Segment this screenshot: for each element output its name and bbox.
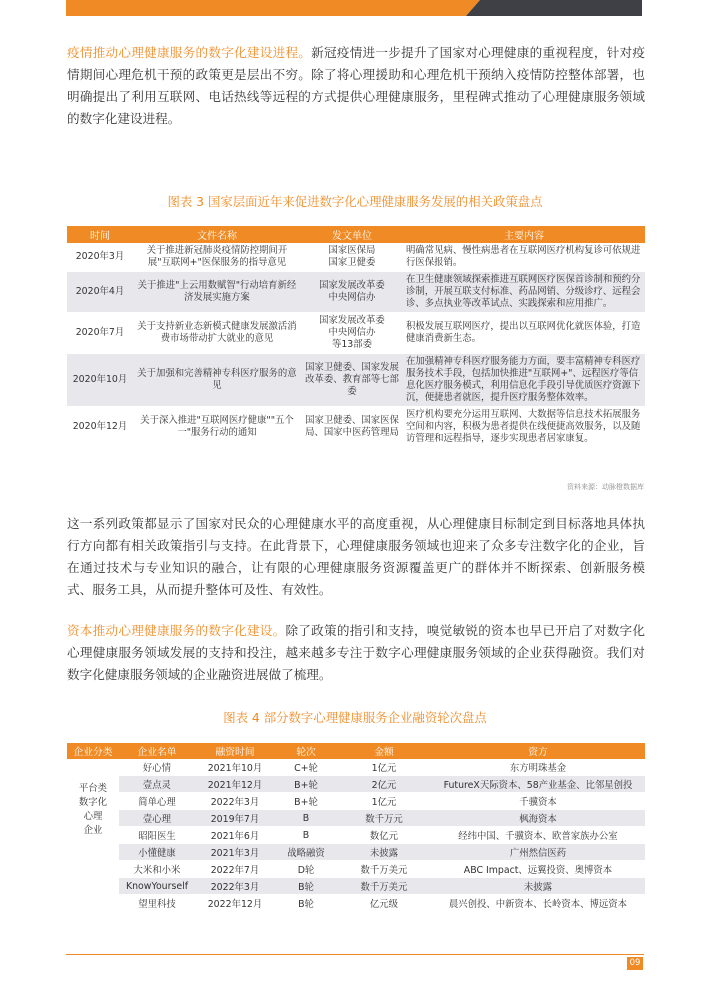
- table-row: [67, 793, 645, 810]
- table-row: [67, 272, 645, 313]
- financing-date-cell: 2022年3月: [195, 793, 275, 810]
- table-row: [67, 354, 645, 407]
- table-row: [67, 243, 645, 272]
- company-name-cell: KnowYourself: [119, 878, 195, 895]
- amount-cell: 1亿元: [337, 759, 431, 776]
- company-name-cell: 壹点灵: [119, 776, 195, 793]
- amount-cell: 数千万美元: [337, 861, 431, 878]
- financing-table: [67, 743, 645, 912]
- round-cell: B+轮: [275, 793, 337, 810]
- investor-cell: 晨兴创投、中新资本、长岭资本、博远资本: [431, 895, 645, 912]
- company-name-cell: 昭阳医生: [119, 827, 195, 844]
- financing-date-cell: 2022年7月: [195, 861, 275, 878]
- issuer-cell: 国家发展改革委 中央网信办 等13部委: [301, 313, 403, 354]
- column-header: 主要内容: [403, 226, 645, 243]
- round-cell: D轮: [275, 861, 337, 878]
- investor-cell: 广州然信医药: [431, 844, 645, 861]
- document-name-cell: 关于推进新冠肺炎疫情防控期间开展"互联网+"医保服务的指导意见: [133, 243, 301, 272]
- table-row: [67, 810, 645, 827]
- paragraph-highlight: 资本推动心理健康服务的数字化建设。: [67, 623, 286, 638]
- footer-line: [66, 954, 644, 955]
- date-cell: 2020年10月: [67, 354, 133, 407]
- table-row: [67, 313, 645, 354]
- amount-cell: 数千万元: [337, 810, 431, 827]
- issuer-cell: 国家卫健委、国家发展改革委、教育部等七部委: [301, 354, 403, 407]
- financing-date-cell: 2021年10月: [195, 759, 275, 776]
- amount-cell: 未披露: [337, 844, 431, 861]
- financing-date-cell: 2022年3月: [195, 878, 275, 895]
- column-header: 时间: [67, 226, 133, 243]
- table2-caption: 图表 4 部分数字心理健康服务企业融资轮次盘点: [223, 710, 487, 725]
- content-cell: 在加强精神专科医疗服务能力方面，要丰富精神专科医疗服务技术手段，包括加快推进"互联网+"、远程医疗等信息化医疗服务模式，利用信息化手段引导优质医疗资源下沉，便捷患者就医，提升医疗服务整体效率。: [403, 354, 645, 407]
- financing-date-cell: 2021年6月: [195, 827, 275, 844]
- round-cell: B: [275, 827, 337, 844]
- category-cell: [67, 861, 119, 912]
- issuer-cell: 国家发展改革委 中央网信办: [301, 272, 403, 313]
- company-name-cell: 望里科技: [119, 895, 195, 912]
- table-row: [67, 895, 645, 912]
- amount-cell: 亿元级: [337, 895, 431, 912]
- investor-cell: 枫海资本: [431, 810, 645, 827]
- content-cell: 明确常见病、慢性病患者在互联网医疗机构复诊可依规进行医保报销。: [403, 243, 645, 272]
- document-name-cell: 关于推进"上云用数赋智"行动培育新经济发展实施方案: [133, 272, 301, 313]
- round-cell: 战略融资: [275, 844, 337, 861]
- date-cell: 2020年12月: [67, 407, 133, 448]
- date-cell: 2020年4月: [67, 272, 133, 313]
- column-header: 金额: [337, 743, 431, 759]
- document-name-cell: 关于深入推进"互联网医疗健康""五个一"服务行动的通知: [133, 407, 301, 448]
- date-cell: 2020年3月: [67, 243, 133, 272]
- investor-cell: 经纬中国、千骥资本、欧普家族办公室: [431, 827, 645, 844]
- document-name-cell: 关于加强和完善精神专科医疗服务的意见: [133, 354, 301, 407]
- header-decoration-bar: [66, 0, 642, 16]
- paragraph-highlight: 疫情推动心理健康服务的数字化建设进程。: [67, 45, 312, 60]
- company-name-cell: 小懂健康: [119, 844, 195, 861]
- paragraph-policy-summary: 这一系列政策都显示了国家对民众的心理健康水平的高度重视，从心理健康目标制定到目标落地具体执行方向都有相关政策指引与支持。在此背景下，心理健康服务领域也迎来了众多专注数字化的企业，旨在通过技术与专业知识的融合，让有限的心理健康服务资源覆盖更广的群体并不断探索、创新服务模式、服务工具，从而提升整体可及性、有效性。: [67, 516, 645, 597]
- amount-cell: 1亿元: [337, 793, 431, 810]
- column-header: 发文单位: [301, 226, 403, 243]
- column-header: 文件名称: [133, 226, 301, 243]
- content-cell: 在卫生健康领域探索推进互联网医疗医保首诊制和预约分诊制，开展互联支付标准、药品网销、分级诊疗、远程会诊、多点执业等改革试点、实践探索和应用推广。: [403, 272, 645, 313]
- table-row: [67, 827, 645, 844]
- column-header: 企业名单: [119, 743, 195, 759]
- paragraph-text: 新冠疫情进一步提升了国家对心理健康的重视程度，针对疫情期间心理危机干预的政策更是层出不穷。除了将心理援助和心理危机干预纳入疫情防控整体部署，也明确提出了利用互联网、电话热线等远程的方式提供心理健康服务，里程碑式推动了心理健康服务领域的数字化建设进程。: [67, 45, 646, 126]
- financing-date-cell: 2019年7月: [195, 810, 275, 827]
- content-cell: 积极发展互联网医疗，提出以互联网优化就医体验，打造健康消费新生态。: [403, 313, 645, 354]
- issuer-cell: 国家医保局 国家卫健委: [301, 243, 403, 272]
- policy-table: [67, 226, 645, 448]
- page-number: 09: [627, 957, 643, 970]
- table-row: [67, 407, 645, 448]
- category-cell: 平台类 数字化 心理 企业: [67, 759, 119, 861]
- round-cell: C+轮: [275, 759, 337, 776]
- table-row: [67, 878, 645, 895]
- paragraph-capital: [67, 620, 645, 686]
- round-cell: B: [275, 810, 337, 827]
- investor-cell: 千骥资本: [431, 793, 645, 810]
- source-note: 资料来源：动脉橙数据库: [567, 483, 644, 491]
- financing-date-cell: 2021年3月: [195, 844, 275, 861]
- investor-cell: 未披露: [431, 878, 645, 895]
- table1-caption: 图表 3 国家层面近年来促进数字化心理健康服务发展的相关政策盘点: [167, 194, 543, 209]
- column-header: 轮次: [275, 743, 337, 759]
- table-row: [67, 759, 645, 776]
- investor-cell: 东方明珠基金: [431, 759, 645, 776]
- amount-cell: 2亿元: [337, 776, 431, 793]
- document-name-cell: 关于支持新业态新模式健康发展激活消费市场带动扩大就业的意见: [133, 313, 301, 354]
- investor-cell: ABC Impact、远翼投资、奥博资本: [431, 861, 645, 878]
- financing-date-cell: 2021年12月: [195, 776, 275, 793]
- investor-cell: FutureX天际资本、58产业基金、比邻星创投: [431, 776, 645, 793]
- company-name-cell: 壹心理: [119, 810, 195, 827]
- company-name-cell: 好心情: [119, 759, 195, 776]
- paragraph-text: 除了政策的指引和支持，嗅觉敏锐的资本也早已开启了对数字化心理健康服务领域发展的支持和投注，越来越多专注于数字心理健康服务领域的企业获得融资。我们对数字化健康服务领域的企业融资进展做了梳理。: [67, 623, 646, 682]
- column-header: 企业分类: [67, 743, 119, 759]
- issuer-cell: 国家卫健委、国家医保局、国家中医药管理局: [301, 407, 403, 448]
- financing-date-cell: 2022年12月: [195, 895, 275, 912]
- round-cell: B轮: [275, 878, 337, 895]
- content-cell: 医疗机构要充分运用互联网、大数据等信息技术拓展服务空间和内容，积极为患者提供在线便捷高效服务，以及随访管理和远程指导，逐步实现患者居家康复。: [403, 407, 645, 448]
- table-row: [67, 776, 645, 793]
- column-header: 融资时间: [195, 743, 275, 759]
- table-row: [67, 861, 645, 878]
- paragraph-pandemic: [67, 42, 645, 130]
- amount-cell: 数千万美元: [337, 878, 431, 895]
- column-header: 资方: [431, 743, 645, 759]
- amount-cell: 数亿元: [337, 827, 431, 844]
- table-row: [67, 844, 645, 861]
- round-cell: B轮: [275, 895, 337, 912]
- company-name-cell: 简单心理: [119, 793, 195, 810]
- date-cell: 2020年7月: [67, 313, 133, 354]
- round-cell: B+轮: [275, 776, 337, 793]
- company-name-cell: 大米和小米: [119, 861, 195, 878]
